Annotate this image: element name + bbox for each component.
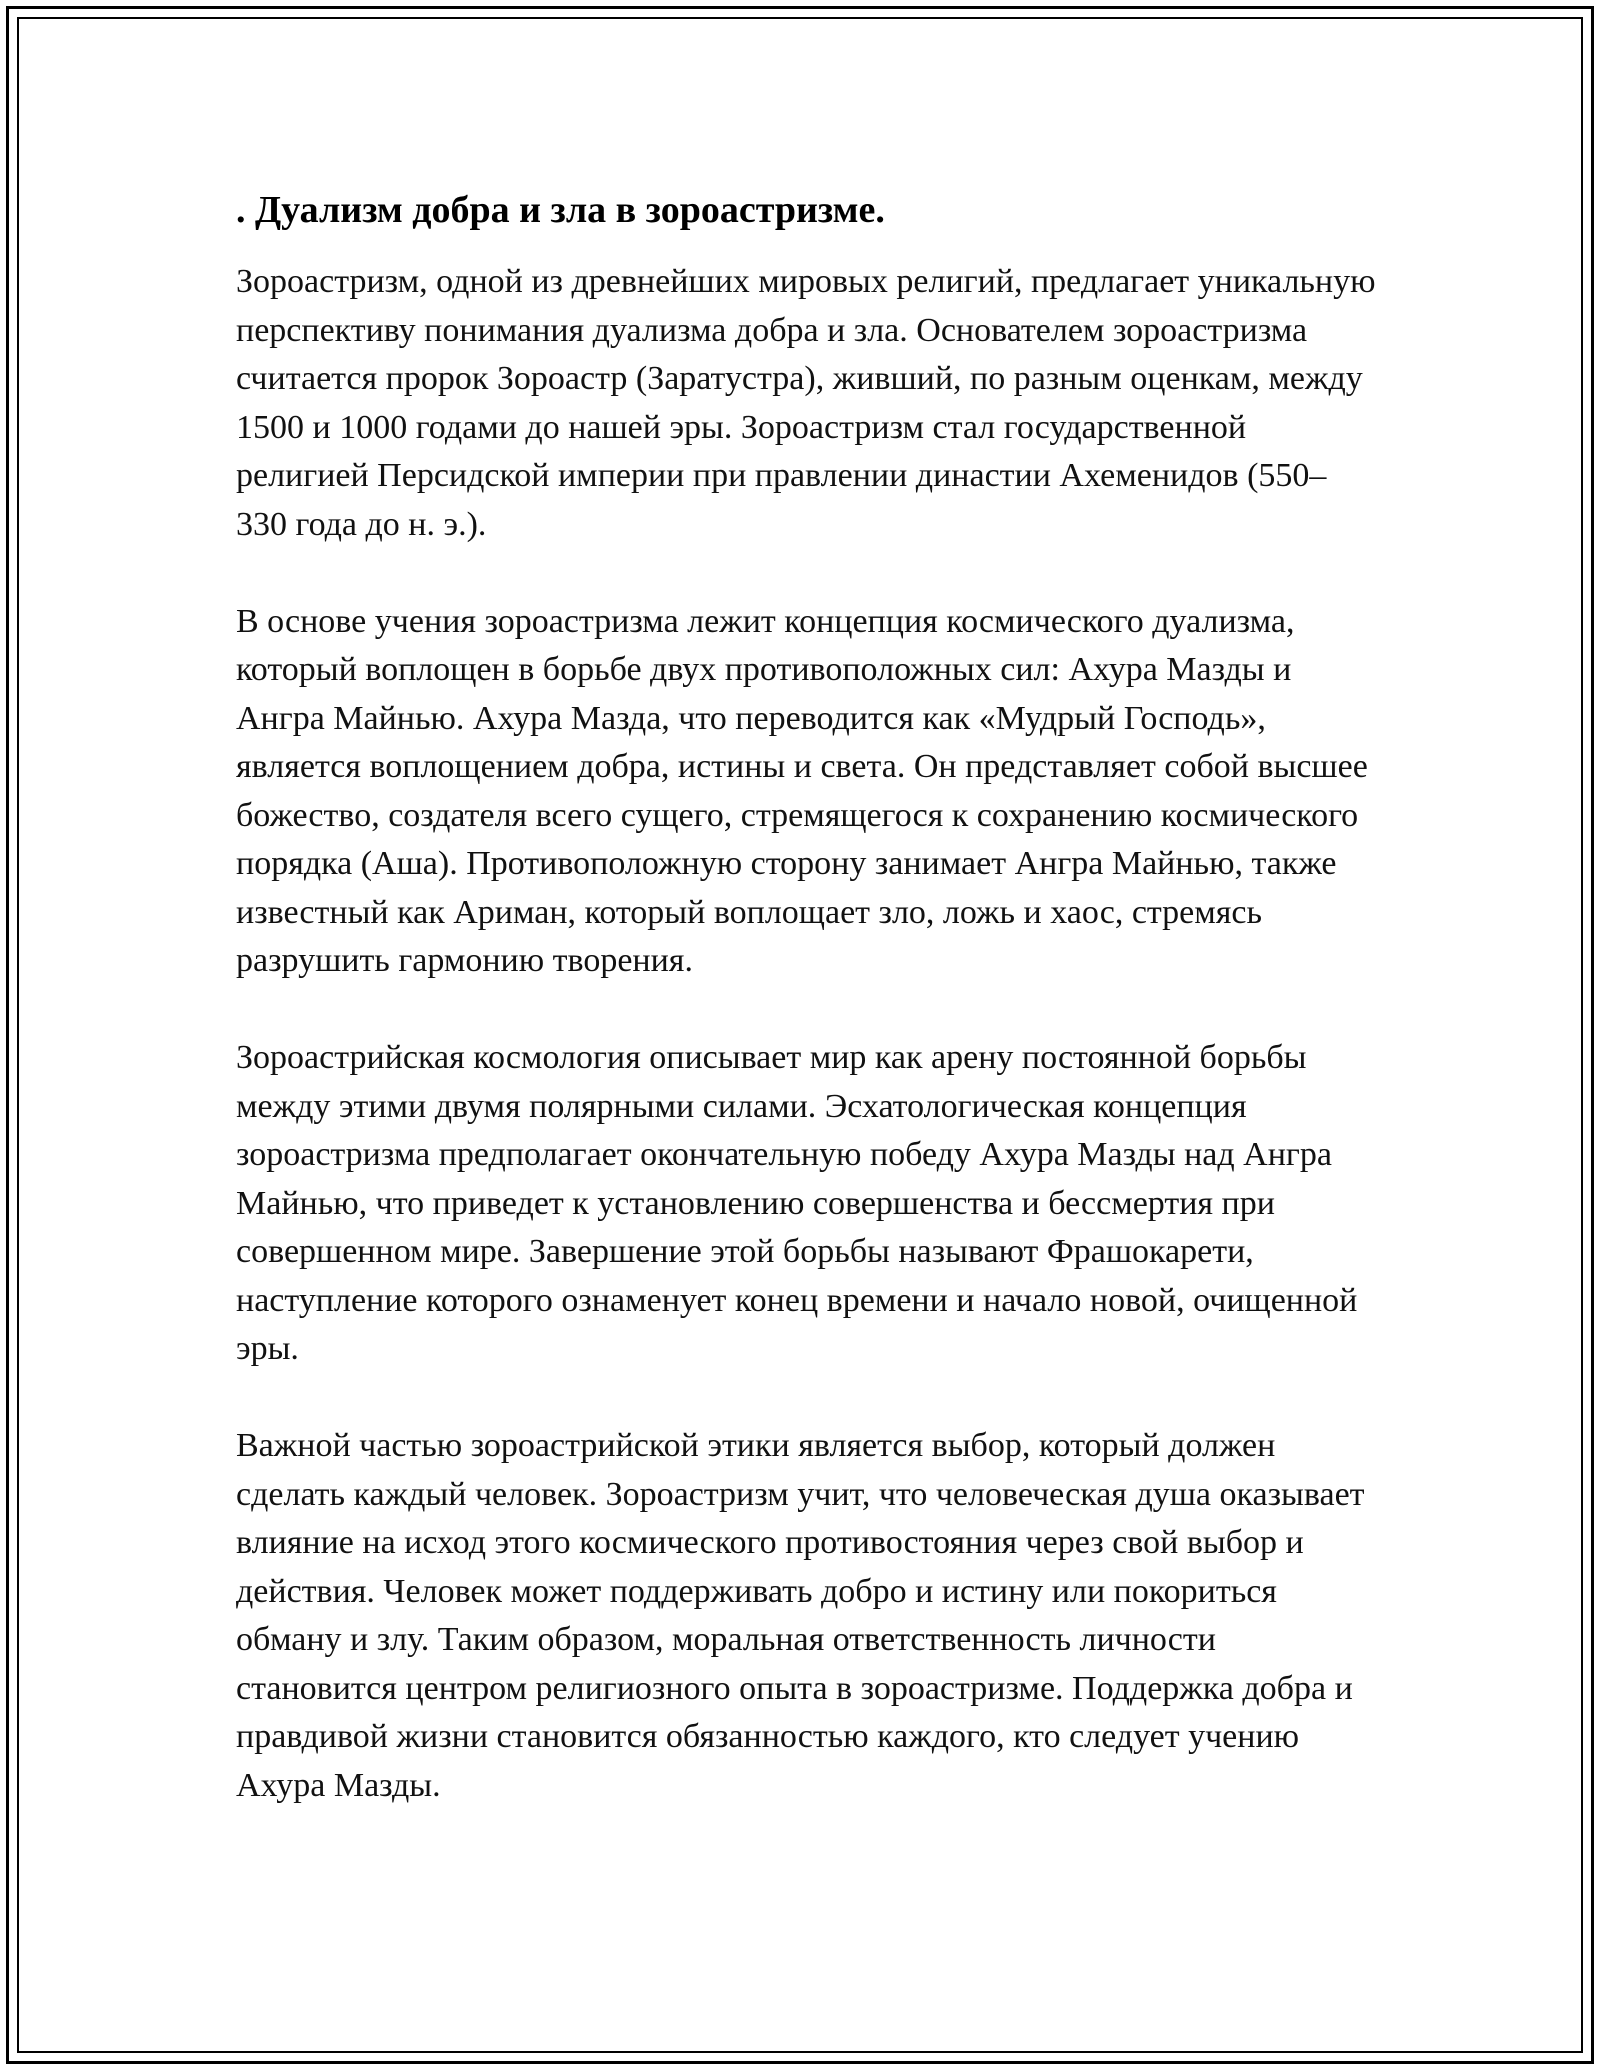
document-body [236,186,1376,1810]
paragraph-1: Зороастризм, одной из древнейших мировых религий, предлагает уникальную перспективу понимания дуализма добра и зла. Основателем зороастризма считается пророк Зороастр (Заратустра), живший, по разным оценкам, между 1500 и 1000 годами до нашей эры. Зороастризм стал государственной религией Персидской империи при правлении династии Ахеменидов (550–330 года до н. э.). [236,263,1376,543]
paragraph-4: Важной частью зороастрийской этики является выбор, который должен сделать каждый человек. Зороастризм учит, что человеческая душа оказывает влияние на исход этого космического противостояния через свой выбор и действия. Человек может поддерживать добро и истину или покориться обману и злу. Таким образом, моральная ответственность личности становится центром религиозного опыта в зороастризме. Поддержка добра и правдивой жизни становится обязанностью каждого, кто следует учению Ахура Мазды. [236,1427,1365,1804]
document-title: . Дуализм добра и зла в зороастризме. [236,189,885,231]
paragraph-2: В основе учения зороастризма лежит концепция космического дуализма, который воплощен в борьбе двух противоположных сил: Ахура Мазды и Ангра Майнью. Ахура Мазда, что переводится как «Мудрый Господь», является воплощением добра, истины и света. Он представляет собой высшее божество, создателя всего сущего, стремящегося к сохранению космического порядка (Аша). Противоположную сторону занимает Ангра Майнью, также известный как Ариман, который воплощает зло, ложь и хаос, стремясь разрушить гармонию творения. [236,602,1368,979]
paragraph-3: Зороастрийская космология описывает мир как арену постоянной борьбы между этими двумя полярными силами. Эсхатологическая концепция зороастризма предполагает окончательную победу Ахура Мазды над Ангра Майнью, что приведет к установлению совершенства и бессмертия при совершенном мире. Завершение этой борьбы называют Фрашокарети, наступление которого ознаменует конец времени и начало новой, очищенной эры. [236,1039,1358,1367]
